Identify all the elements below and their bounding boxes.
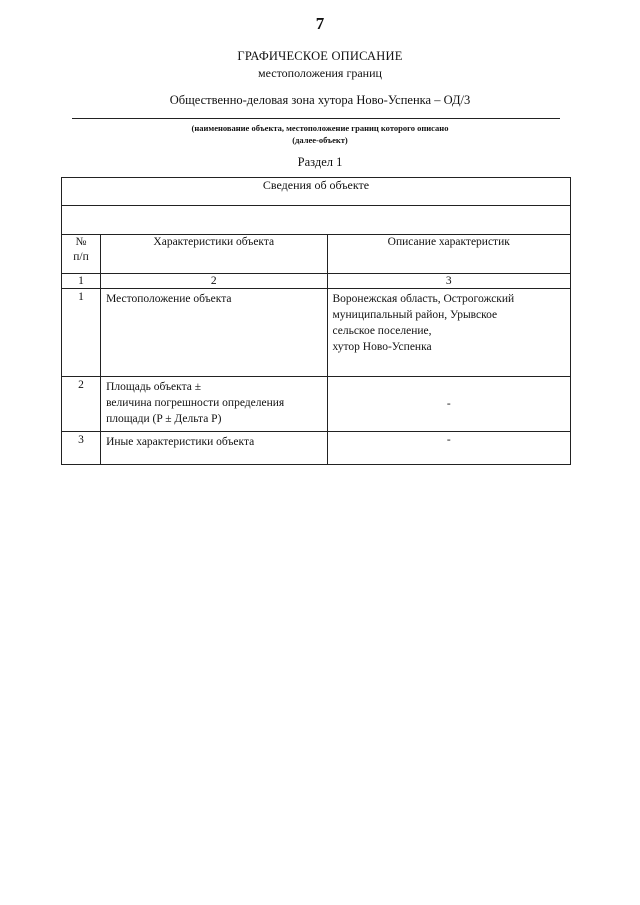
object-name: Общественно-деловая зона хутора Ново-Успенка – ОД/3 [169, 93, 471, 107]
row-number: 3 [62, 432, 101, 465]
column-headers-row [62, 235, 571, 274]
row-characteristic: Иные характеристики объекта [101, 432, 327, 465]
table-header: Сведения об объекте [62, 178, 571, 206]
column-number: 2 [101, 274, 327, 289]
section-heading: Раздел 1 [297, 155, 343, 169]
document-title: ГРАФИЧЕСКОЕ ОПИСАНИЕ [237, 49, 403, 63]
caption-line-2: (далее-объект) [292, 135, 348, 145]
column-numbers-row [62, 274, 571, 289]
object-info-table [61, 177, 571, 465]
column-number: 1 [62, 274, 101, 289]
object-name-caption [0, 122, 640, 146]
table-blank-row [62, 206, 571, 235]
page-number: 7 [315, 14, 325, 33]
column-header-description: Описание характеристик [327, 235, 571, 274]
caption-line-1: (наименование объекта, местоположение границ которого описано [191, 123, 449, 133]
row-description: - [327, 377, 571, 432]
column-number: 3 [327, 274, 571, 289]
row-characteristic: Местоположение объекта [101, 289, 327, 377]
table-row [62, 432, 571, 465]
row-characteristic: Площадь объекта ± величина погрешности определения площади (P ± Дельта P) [101, 377, 327, 432]
document-subtitle: местоположения границ [258, 66, 382, 80]
column-header-characteristic: Характеристики объекта [101, 235, 327, 274]
row-description: - [327, 432, 571, 465]
column-header-number: № п/п [62, 235, 101, 274]
row-number: 2 [62, 377, 101, 432]
row-description: Воронежская область, Острогожский муниципальный район, Урывское сельское поселение, хутор Ново-Успенка [327, 289, 571, 377]
table-header-row [62, 178, 571, 206]
blank-cell [62, 206, 571, 235]
underline-rule [72, 118, 560, 119]
table-row [62, 289, 571, 377]
row-number: 1 [62, 289, 101, 377]
table-row [62, 377, 571, 432]
